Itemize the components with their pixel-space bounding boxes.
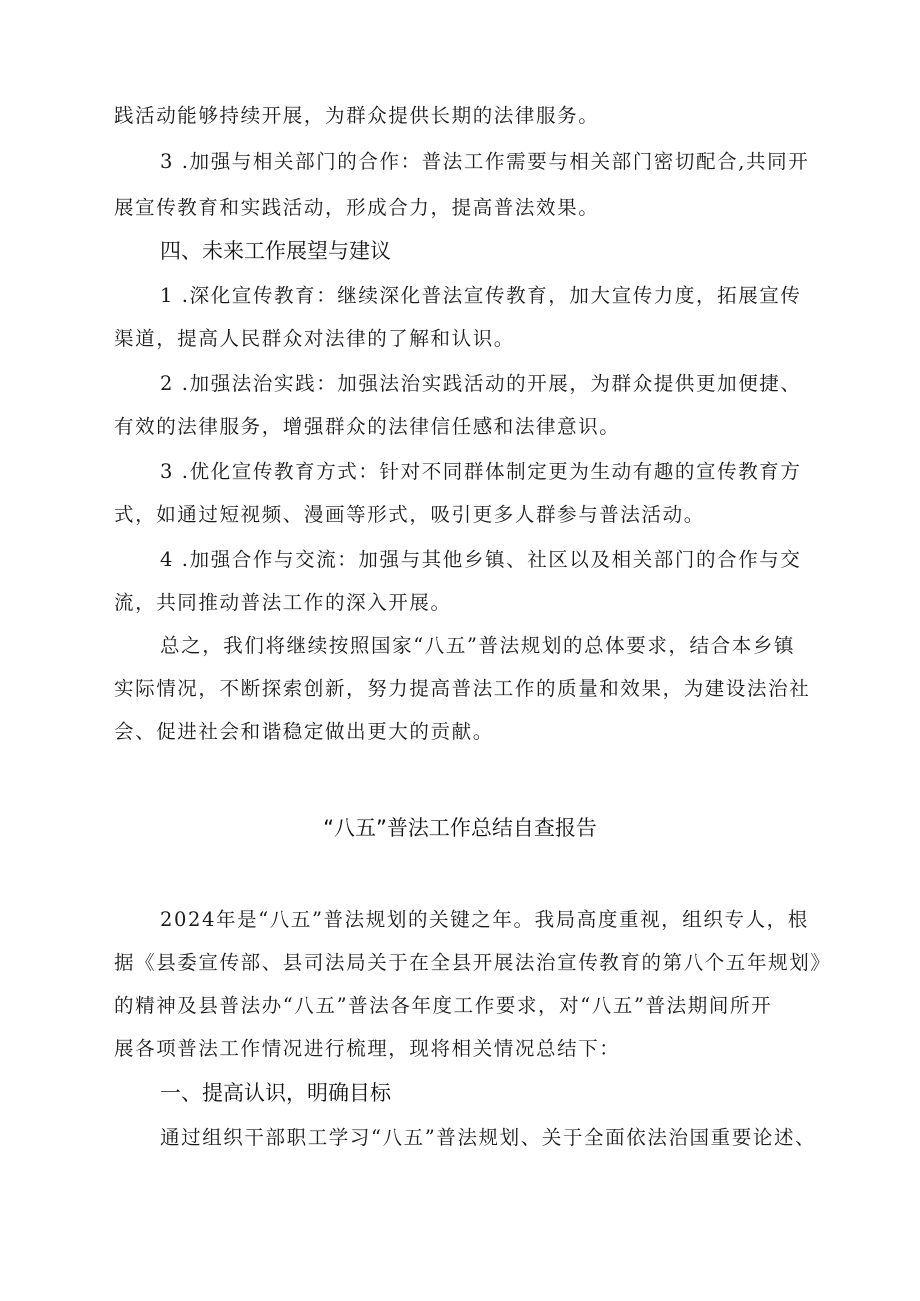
list-item-line: 展宣传教育和实践活动，形成合力，提高普法效果。 — [114, 196, 600, 219]
paragraph-line: 实际情况，不断探索创新，努力提高普法工作的质量和效果，为建设法治社 — [114, 677, 811, 700]
list-item-line: 2 .加强法治实践：加强法治实践活动的开展，为群众提供更加便捷、 — [160, 372, 802, 395]
list-item-line: 1 .深化宣传教育：继续深化普法宣传教育，加大宣传力度，拓展宣传 — [160, 284, 802, 307]
paragraph-line: 据《县委宣传部、县司法局关于在全县开展法治宣传教育的第八个五年规划》 — [114, 951, 832, 974]
list-item-line: 4 .加强合作与交流：加强与其他乡镇、社区以及相关部门的合作与交 — [160, 548, 802, 571]
paragraph-line: 通过组织干部职工学习“八五”普法规划、关于全面依法治国重要论述、 — [160, 1126, 817, 1149]
list-item-line: 渠道，提高人民群众对法律的了解和认识。 — [114, 327, 515, 350]
paragraph-line: 会、促进社会和谐稳定做出更大的贡献。 — [114, 720, 494, 743]
paragraph-line: 总之，我们将继续按照国家“八五”普法规划的总体要求，结合本乡镇 — [160, 634, 796, 657]
section-heading: 一、提高认识，明确目标 — [160, 1081, 391, 1105]
list-item-line: 流，共同推动普法工作的深入开展。 — [114, 591, 452, 614]
report-title: “八五”普法工作总结自查报告 — [323, 816, 597, 840]
paragraph-line: 践活动能够持续开展，为群众提供长期的法律服务。 — [114, 104, 600, 127]
list-item-line: 式，如通过短视频、漫画等形式，吸引更多人群参与普法活动。 — [114, 503, 705, 526]
paragraph-line: 展各项普法工作情况进行梳理，现将相关情况总结下： — [114, 1037, 621, 1060]
list-item-line: 3 .加强与相关部门的合作：普法工作需要与相关部门密切配合,共同开 — [160, 150, 810, 173]
paragraph-line: 2024年是“八五”普法规划的关键之年。我局高度重视，组织专人，根 — [160, 908, 809, 931]
list-item-line: 有效的法律服务，增强群众的法律信任感和法律意识。 — [114, 415, 621, 438]
list-item-line: 3 .优化宣传教育方式：针对不同群体制定更为生动有趣的宣传教育方 — [160, 460, 802, 483]
section-heading: 四、未来工作展望与建议 — [160, 239, 391, 263]
paragraph-line: 的精神及县普法办“八五”普法各年度工作要求，对“八五”普法期间所开 — [114, 994, 773, 1017]
